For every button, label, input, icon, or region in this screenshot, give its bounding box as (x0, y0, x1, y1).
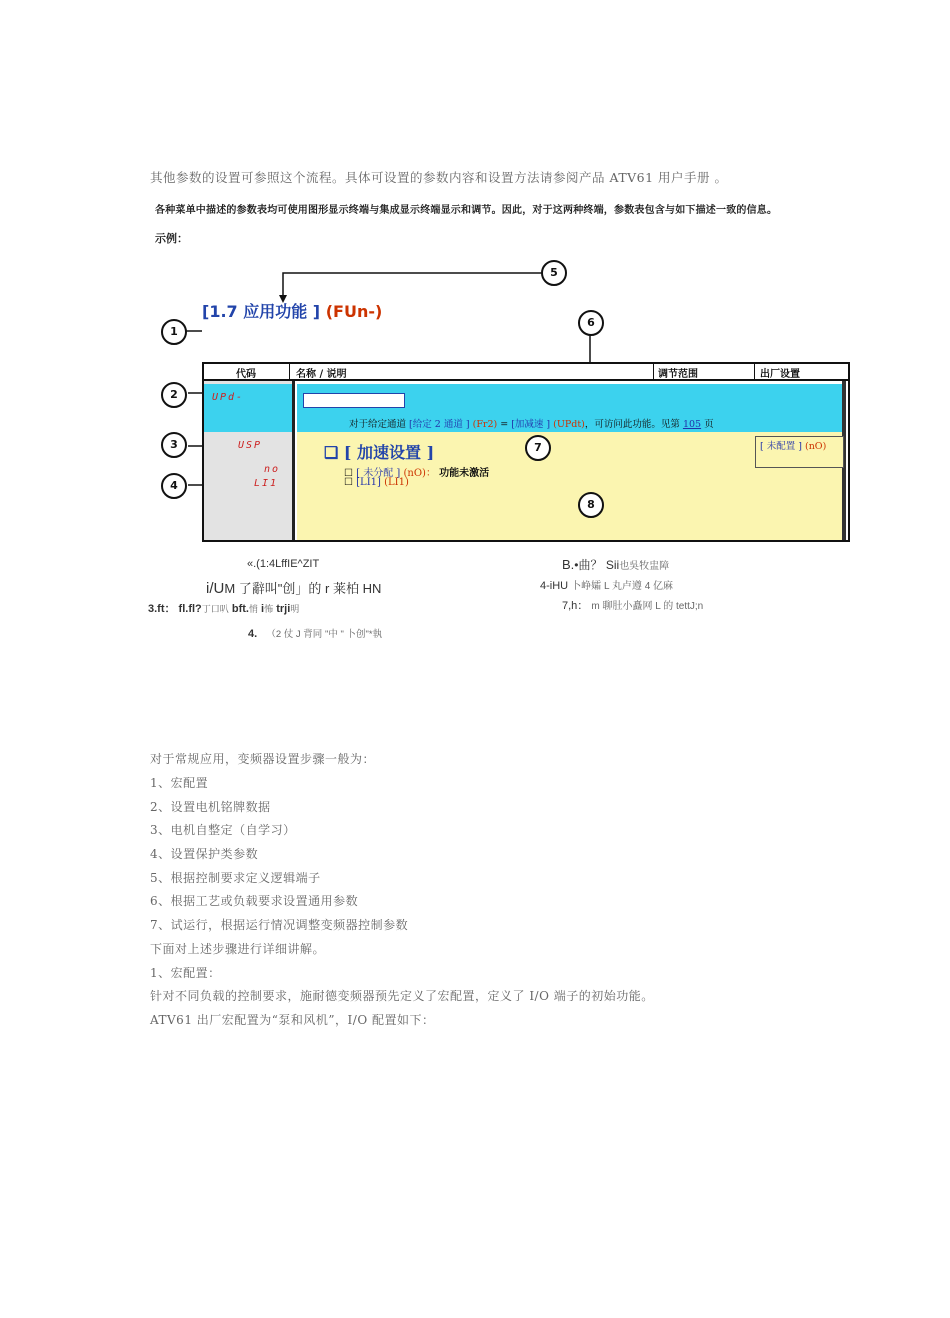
step-3: 3、电机自整定（自学习） (150, 823, 296, 837)
callout-2: 2 (161, 382, 187, 408)
macro-config-heading: 1、宏配置： (150, 966, 221, 980)
callout-6: 6 (578, 310, 604, 336)
macro-config-desc: 针对不同负载的控制要求，施耐德变频器预先定义了宏配置，定义了 I/O 端子的初始功能。 (150, 989, 654, 1003)
code-li1: LI1 (254, 478, 279, 489)
column-name: 名称 / 说明 (296, 369, 347, 380)
cyan-description: 对于给定通道 [给定 2 通道 ] (Fr2) = [加减速 ] (UPdt)，可访问此功能。见第 105 页 (349, 419, 714, 430)
step-4: 4、设置保护类参数 (150, 847, 259, 861)
code-no: no (264, 464, 281, 475)
steps-detail-intro: 下面对上述步骤进行详细讲解。 (150, 942, 326, 956)
callout-1: 1 (161, 319, 187, 345)
callout-3: 3 (161, 432, 187, 458)
legend-line-6: 4-iHU 卜峥孀 L 丸卢遵 4 亿麻 (540, 580, 674, 592)
step-5: 5、根据控制要求定义逻辑端子 (150, 871, 321, 885)
legend-line-2: i/UM 了辭叫"创」的 r 莱柏 HN (206, 580, 382, 597)
menu-title-text: [1.7 应用功能 ] (202, 302, 321, 321)
checkbox-icon: ☐ (344, 468, 353, 479)
parameter-table-diagram (155, 255, 855, 545)
menu-name-box (303, 393, 405, 408)
code-usp: USP (238, 440, 263, 451)
callout-8: 8 (578, 492, 604, 518)
note-text: 各种菜单中描述的参数表均可使用图形显示终端与集成显示终端显示和调节。因此，对于这两种终端，参数表包含与如下描述一致的信息。 (155, 205, 778, 216)
callout-7: 7 (525, 435, 551, 461)
menu-title-code: (FUn-) (325, 302, 383, 321)
table-header (204, 364, 848, 381)
steps-intro: 对于常规应用，变频器设置步骤一般为： (150, 752, 376, 766)
step-2: 2、设置电机铭牌数据 (150, 800, 271, 814)
factory-setting-cell: [ 未配置 ] (nO) (755, 436, 844, 468)
column-range: 调节范围 (658, 369, 698, 380)
legend-line-1: «.(1:4LffIE^ZIT (247, 558, 320, 570)
legend-line-5: B.•曲？ Sii也吳牧盅障 (562, 557, 670, 572)
step-7: 7、试运行，根据运行情况调整变频器控制参数 (150, 918, 409, 932)
code-upd: UPd- (212, 392, 245, 403)
option-li1: ☐ [LI1] (LI1) (344, 477, 409, 488)
column-factory: 出厂设置 (760, 369, 800, 380)
factory-macro-desc: ATV61 出厂宏配置为“泵和风机”，I/O 配置如下： (150, 1013, 435, 1027)
example-label: 示例： (155, 232, 188, 245)
step-6: 6、根据工艺或负载要求设置通用参数 (150, 894, 359, 908)
page-link[interactable]: 105 (682, 419, 702, 430)
intro-text: 其他参数的设置可参照这个流程。具体可设置的参数内容和设置方法请参阅产品 ATV61 用户手册 。 (150, 170, 728, 185)
menu-title (202, 299, 382, 322)
callout-4: 4 (161, 473, 187, 499)
option-unassigned: ☐ [ 未分配 ] (nO)： 功能未激活 (344, 468, 490, 479)
accel-setting-title: ❑ [ 加速设置 ] (324, 443, 435, 462)
checkbox-icon: ☐ (344, 477, 353, 488)
legend-line-3: 3.ft： fl.fl?丁口叭 bft.悄 i怖 trji明 (148, 603, 300, 615)
callout-5: 5 (541, 260, 567, 286)
legend-line-7: 7,h： m 聊肚小矗网 L 的 tettJ;n (562, 600, 704, 612)
column-code: 代码 (236, 369, 256, 380)
step-1: 1、宏配置 (150, 776, 209, 790)
legend-line-4: 4. （2 仗 J 背同 "中 " 卜创"*執 (248, 628, 383, 640)
